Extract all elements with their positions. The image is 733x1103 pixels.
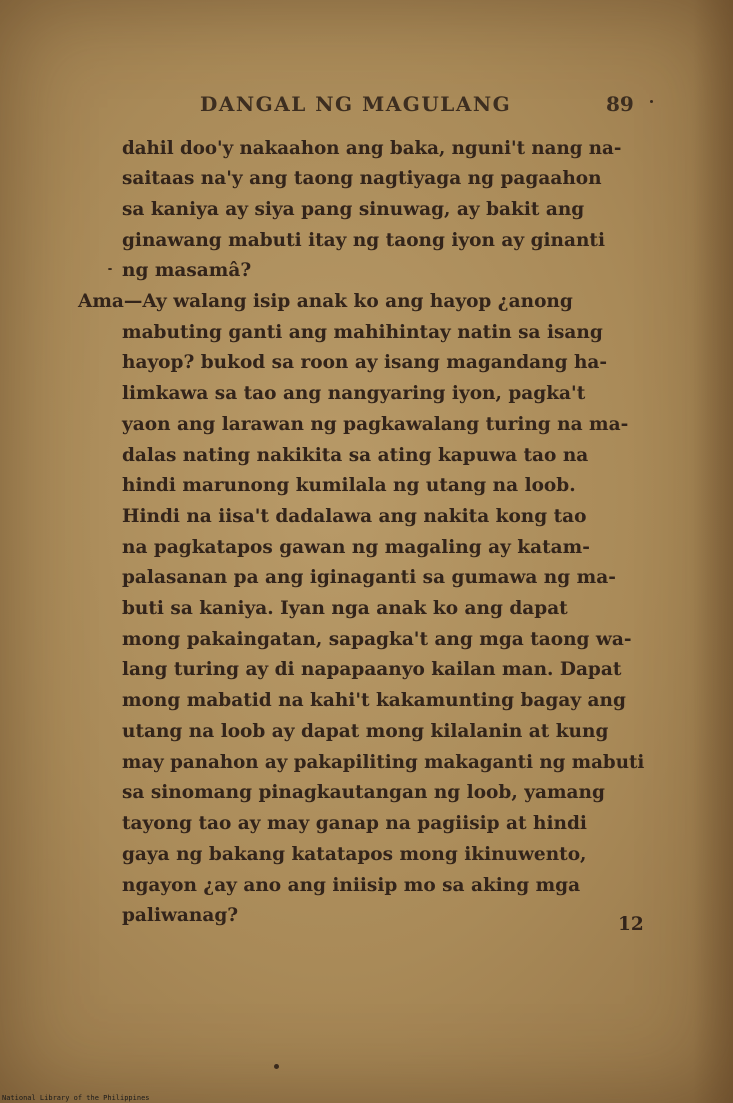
- ink-speck: [274, 1064, 279, 1069]
- text-line: ngayon ¿ay ano ang iniisip mo sa aking mga: [122, 875, 581, 896]
- text-line: yaon ang larawan ng pagkawalang turing na ma-: [122, 414, 629, 435]
- ink-speck: [108, 268, 112, 270]
- text-line: limkawa sa tao ang nangyaring iyon, pagka't: [122, 383, 586, 404]
- text-line: ng masamâ?: [122, 260, 252, 281]
- text-line: gaya ng bakang katatapos mong ikinuwento,: [122, 844, 587, 865]
- text-line: sa kaniya ay siya pang sinuwag, ay bakit ang: [122, 199, 585, 220]
- text-line: Hindi na iisa't dadalawa ang nakita kong tao: [122, 506, 587, 527]
- text-line: saitaas na'y ang taong nagtiyaga ng pagaahon: [122, 168, 602, 189]
- signature-mark: 12: [618, 914, 644, 935]
- text-line: lang turing ay di napapaanyo kailan man. Dapat: [122, 659, 622, 680]
- page-number: 89: [606, 92, 634, 116]
- text-line: hindi marunong kumilala ng utang na loob.: [122, 475, 576, 496]
- text-line: mabuting ganti ang mahihintay natin sa isang: [122, 322, 603, 343]
- text-line: utang na loob ay dapat mong kilalanin at kung: [122, 721, 609, 742]
- text-line: ginawang mabuti itay ng taong iyon ay ginanti: [122, 230, 605, 251]
- text-line: hayop? bukod sa roon ay isang magandang ha-: [122, 352, 608, 373]
- text-line: sa sinomang pinagkautangan ng loob, yamang: [122, 782, 605, 803]
- text-line: dahil doo'y nakaahon ang baka, nguni't nang na-: [122, 138, 622, 159]
- text-line: buti sa kaniya. Iyan nga anak ko ang dapat: [122, 598, 568, 619]
- text-line: tayong tao ay may ganap na pagiisip at hindi: [122, 813, 587, 834]
- text-line: palasanan pa ang iginaganti sa gumawa ng ma-: [122, 567, 616, 588]
- ink-speck: [650, 100, 653, 103]
- text-line: dalas nating nakikita sa ating kapuwa tao na: [122, 445, 589, 466]
- scan-credit: National Library of the Philippines: [2, 1094, 150, 1102]
- text-line: may panahon ay pakapiliting makaganti ng mabuti: [122, 752, 645, 773]
- page-edge-shadow: [693, 0, 733, 1103]
- running-head: DANGAL NG MAGULANG: [200, 92, 512, 116]
- text-line: paliwanag?: [122, 905, 239, 926]
- text-line: Ama—Ay walang isip anak ko ang hayop ¿anong: [78, 291, 573, 312]
- text-line: na pagkatapos gawan ng magaling ay katam-: [122, 537, 590, 558]
- text-line: mong mabatid na kahi't kakamunting bagay ang: [122, 690, 626, 711]
- text-line: mong pakaingatan, sapagka't ang mga taong wa-: [122, 629, 632, 650]
